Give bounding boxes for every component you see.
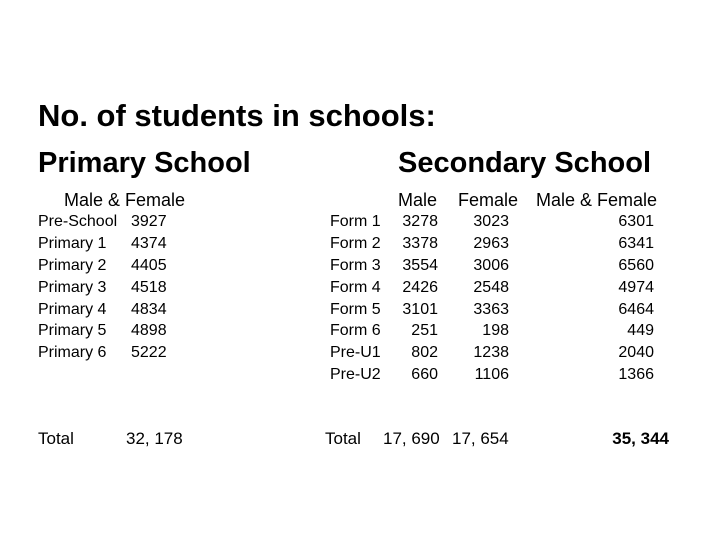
row-male: 802 xyxy=(411,344,438,361)
row-male: 3101 xyxy=(402,301,438,318)
row-female: 3006 xyxy=(473,257,509,274)
row-value: 4834 xyxy=(131,301,167,318)
row-value: 3927 xyxy=(131,213,167,230)
row-total: 449 xyxy=(627,322,654,339)
row-female: 1238 xyxy=(473,344,509,361)
page-title: No. of students in schools: xyxy=(38,98,436,133)
row-male: 3378 xyxy=(402,235,438,252)
row-label: Form 6 xyxy=(330,322,381,339)
row-label: Form 4 xyxy=(330,279,381,296)
row-female: 3363 xyxy=(473,301,509,318)
row-female: 1106 xyxy=(474,366,509,383)
row-label: Pre-U2 xyxy=(330,366,381,383)
secondary-header-male: Male xyxy=(398,190,438,210)
row-female: 2548 xyxy=(473,279,509,296)
row-total: 1366 xyxy=(618,366,654,383)
row-total: 4974 xyxy=(618,279,654,296)
row-label: Form 1 xyxy=(330,213,381,230)
primary-header-male-female: Male & Female xyxy=(64,190,186,210)
primary-total-value: 32, 178 xyxy=(126,429,183,448)
primary-school-heading: Primary School xyxy=(38,147,251,179)
row-total: 6560 xyxy=(618,257,654,274)
secondary-total-male-female: 35, 344 xyxy=(612,429,669,448)
primary-total-label: Total xyxy=(38,429,74,448)
row-male: 3554 xyxy=(402,257,438,274)
secondary-school-heading: Secondary School xyxy=(398,147,652,179)
row-total: 2040 xyxy=(618,344,654,361)
row-total: 6341 xyxy=(618,235,654,252)
row-label: Primary 4 xyxy=(38,301,107,318)
row-value: 4898 xyxy=(131,322,167,339)
row-label: Pre-U1 xyxy=(330,344,381,361)
secondary-header-male-female: Male & Female xyxy=(536,190,658,210)
row-label: Form 2 xyxy=(330,235,381,252)
secondary-total-male: 17, 690 xyxy=(383,429,440,448)
row-total: 6301 xyxy=(618,213,654,230)
row-value: 4405 xyxy=(131,257,167,274)
secondary-total-label: Total xyxy=(325,429,361,448)
row-female: 2963 xyxy=(473,235,509,252)
row-label: Primary 2 xyxy=(38,257,107,274)
row-total: 6464 xyxy=(618,301,654,318)
row-female: 198 xyxy=(482,322,509,339)
row-label: Form 5 xyxy=(330,301,381,318)
row-female: 3023 xyxy=(473,213,509,230)
secondary-header-female: Female xyxy=(458,190,519,210)
secondary-total-female: 17, 654 xyxy=(452,429,509,448)
row-male: 2426 xyxy=(402,279,438,296)
row-label: Primary 3 xyxy=(38,279,107,296)
row-label: Primary 1 xyxy=(38,235,107,252)
row-value: 4374 xyxy=(131,235,167,252)
row-male: 251 xyxy=(411,322,438,339)
row-label: Pre-School xyxy=(38,213,118,230)
row-male: 3278 xyxy=(402,213,438,230)
row-value: 5222 xyxy=(131,344,167,361)
row-label: Form 3 xyxy=(330,257,381,274)
row-label: Primary 5 xyxy=(38,322,107,339)
row-label: Primary 6 xyxy=(38,344,107,361)
row-male: 660 xyxy=(411,366,438,383)
row-value: 4518 xyxy=(131,279,167,296)
